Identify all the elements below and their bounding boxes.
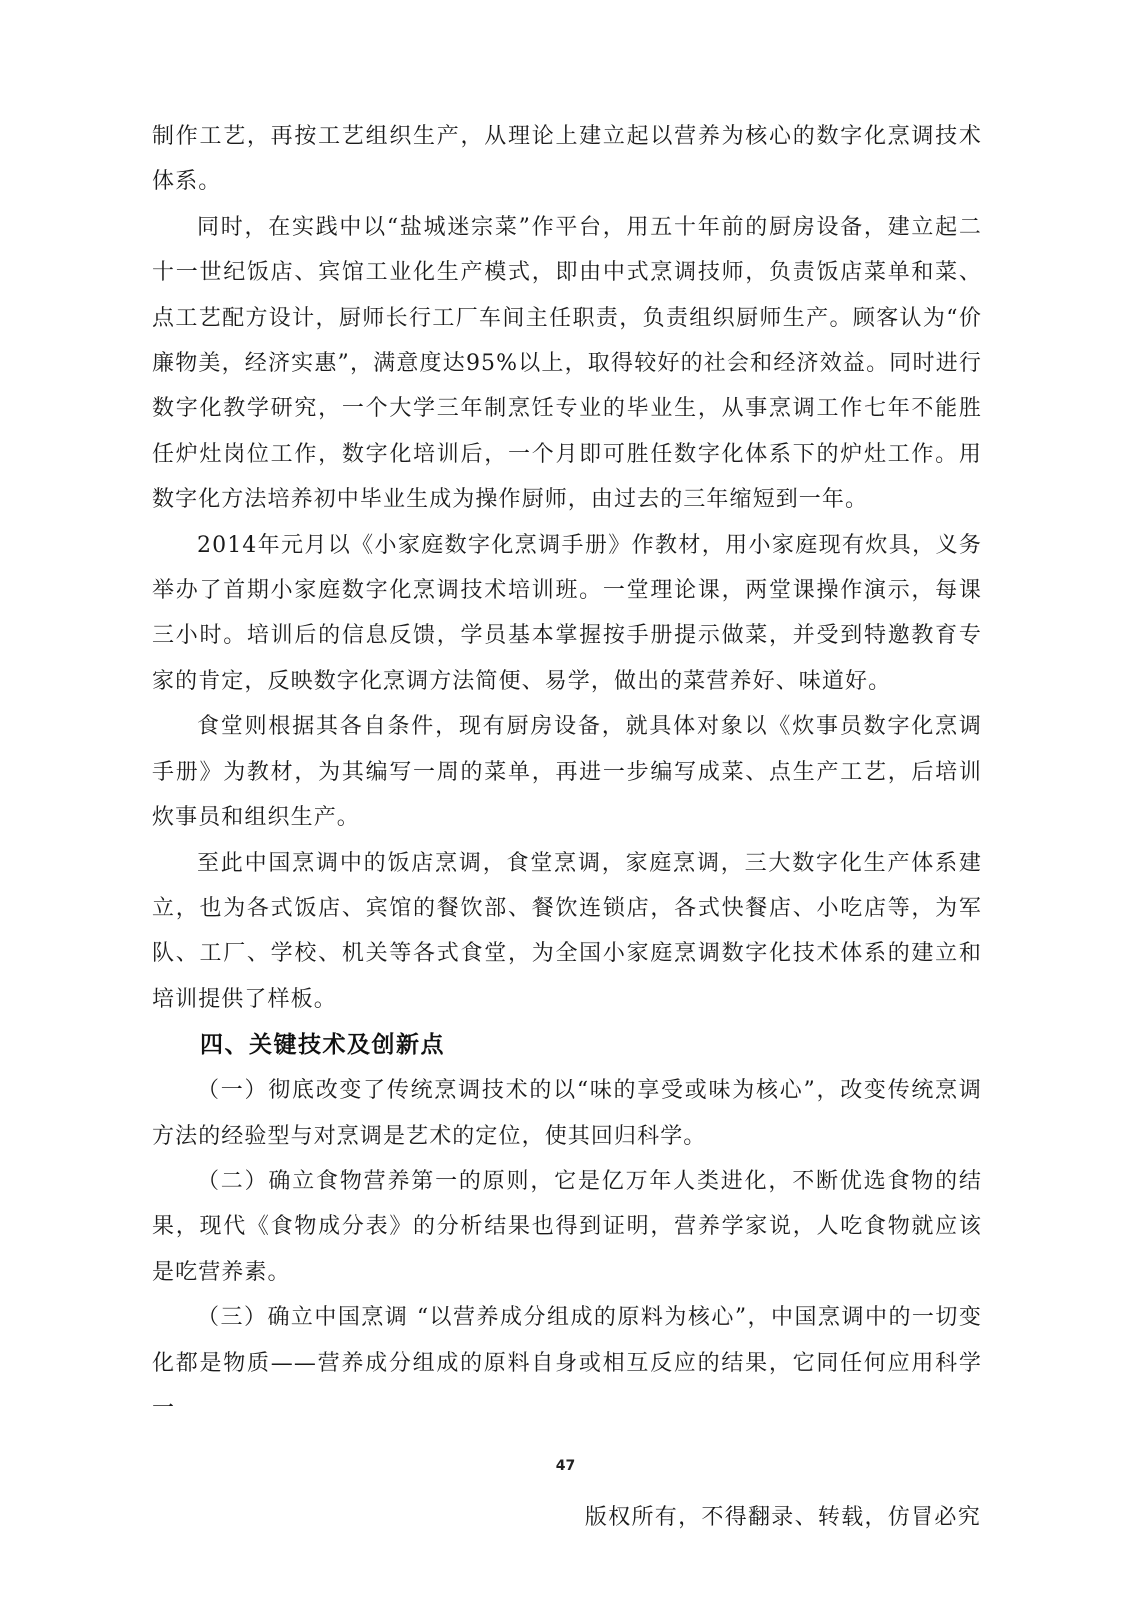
paragraph: 至此中国烹调中的饭店烹调，食堂烹调，家庭烹调，三大数字化生产体系建立，也为各式饭店、宾馆的餐饮部、餐饮连锁店，各式快餐店、小吃店等，为军队、工厂、学校、机关等各式食堂，为全国小家庭烹调数字化技术体系的建立和培训提供了样板。 [152, 850, 982, 1012]
paragraph: （二）确立食物营养第一的原则，它是亿万年人类进化，不断优选食物的结果，现代《食物成分表》的分析结果也得到证明，营养学家说，人吃食物就应该是吃营养素。 [152, 1168, 982, 1285]
copyright-notice: 版权所有，不得翻录、转载，仿冒必究 [584, 1505, 981, 1530]
paragraph: 食堂则根据其各自条件，现有厨房设备，就具体对象以《炊事员数字化烹调手册》为教材，为其编写一周的菜单，再进一步编写成菜、点生产工艺，后培训炊事员和组织生产。 [152, 714, 982, 831]
paragraph: 同时，在实践中以“盐城迷宗菜”作平台，用五十年前的厨房设备，建立起二十一世纪饭店、宾馆工业化生产模式，即由中式烹调技师，负责饭店菜单和菜、点工艺配方设计，厨师长行工厂车间主任职责，负责组织厨师生产。顾客认为“价廉物美，经济实惠”，满意度达95%以上，取得较好的社会和经济效益。同时进行数字化教学研究，一个大学三年制烹饪专业的毕业生，从事烹调工作七年不能胜任炉灶岗位工作，数字化培训后，一个月即可胜任数字化体系下的炉灶工作。用数字化方法培养初中毕业生成为操作厨师，由过去的三年缩短到一年。 [152, 214, 982, 513]
body-text [152, 114, 982, 1431]
page-number: 47 [555, 1458, 576, 1474]
paragraph: （一）彻底改变了传统烹调技术的以“味的享受或味为核心”，改变传统烹调方法的经验型与对烹调是艺术的定位，使其回归科学。 [152, 1078, 982, 1149]
paragraph: 制作工艺，再按工艺组织生产，从理论上建立起以营养为核心的数字化烹调技术体系。 [152, 124, 982, 195]
paragraph: （三）确立中国烹调 “以营养成分组成的原料为核心”，中国烹调中的一切变化都是物质——营养成分组成的原料自身或相互反应的结果，它同任何应用科学一 [152, 1305, 982, 1421]
section-heading: 四、关键技术及创新点 [200, 1032, 445, 1059]
paragraph: 2014年元月以《小家庭数字化烹调手册》作教材，用小家庭现有炊具，义务举办了首期小家庭数字化烹调技术培训班。一堂理论课，两堂课操作演示，每课三小时。培训后的信息反馈，学员基本掌握按手册提示做菜，并受到特邀教育专家的肯定，反映数字化烹调方法简便、易学，做出的菜营养好、味道好。 [152, 532, 982, 694]
